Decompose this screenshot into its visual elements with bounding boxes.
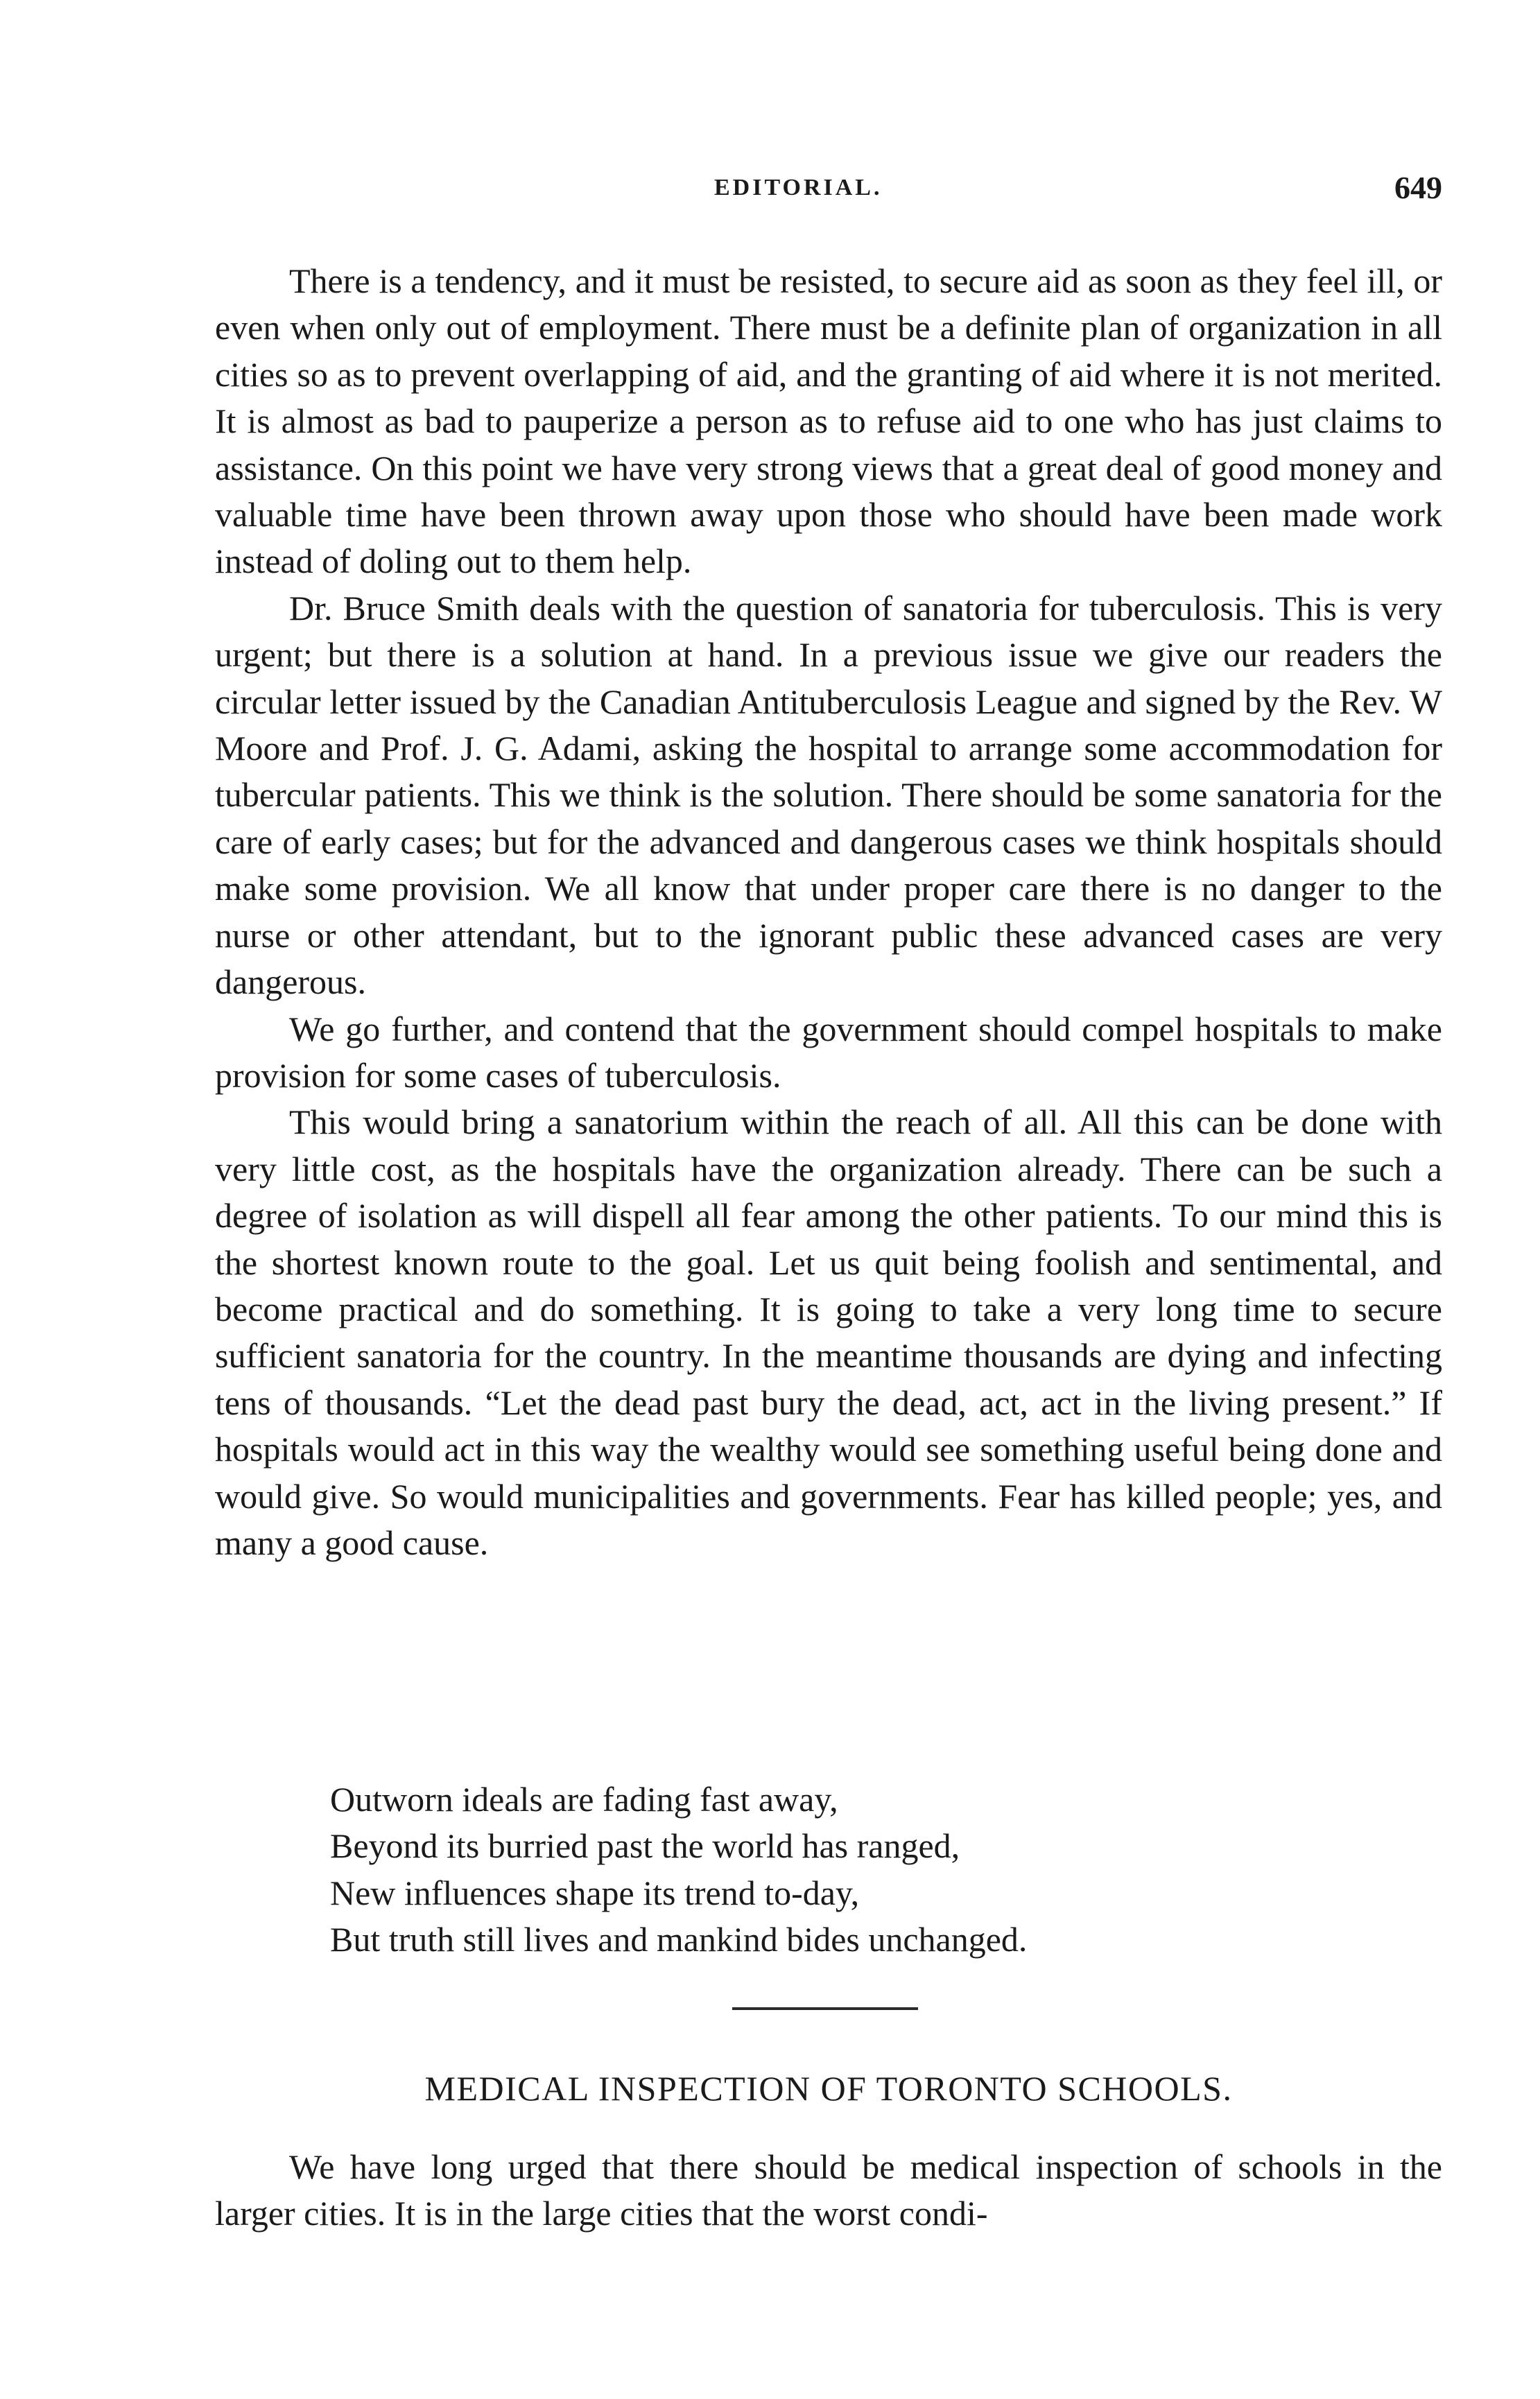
paragraph-sanatoria: Dr. Bruce Smith deals with the question of sanatoria for tuberculosis. This is very urgent; but there is a solution at hand. In a previous issue we give our readers the circular letter issued by the Canadian Antituberculosis League and signed by the Rev. W Moore and Prof. J. G. Adami, asking the hospital to arrange some accommodation for tubercular patients. This we think is the solution. There should be some sanatoria for the care of early cases; but for the advanced and dangerous cases we think hospitals should make some provision. We all know that under proper care there is no danger to the nurse or other attendant, but to the ignorant public these advanced cases are very dangerous. xyxy=(215,588,1442,1002)
paragraph-government: We go further, and contend that the government should compel hospitals to make provision for some cases of tuberculosis. xyxy=(215,1009,1442,1095)
paragraph-aid: There is a tendency, and it must be resisted, to secure aid as soon as they feel ill, or even when only out of employment. There must be a definite plan of organization in all cities so as to prevent overlapping of aid, and the granting of aid where it is not merited. It is almost as bad to pauperize a person as to refuse aid to one who has just claims to assistance. On this point we have very strong views that a great deal of good money and valuable time have been thrown away upon those who should have been made work instead of doling out to them help. xyxy=(215,261,1442,581)
verse-line: Outworn ideals are fading fast away, xyxy=(330,1780,838,1819)
verse-line: New influences shape its trend to-day, xyxy=(330,1873,860,1912)
page-number: 649 xyxy=(1394,170,1442,205)
running-head: EDITORIAL. xyxy=(714,175,883,200)
editorial-body xyxy=(215,258,1442,1566)
paragraph-sanatorium-reach: This would bring a sanatorium within the reach of all. All this can be done with very little cost, as the hospitals have the organization already. There can be such a degree of isolation as will dispell all fear among the other patients. To our mind this is the shortest known route to the goal. Let us quit being foolish and sentimental, and become practical and do something. It is going to take a very long time to secure sufficient sanatoria for the country. In the meantime thousands are dying and infecting tens of thousands. “Let the dead past bury the dead, act, act in the living present.” If hospitals would act in this way the wealthy would see something useful being done and would give. So would municipalities and governments. Fear has killed people; yes, and many a good cause. xyxy=(215,1102,1442,1562)
section-body xyxy=(215,2144,1442,2237)
page-header xyxy=(215,170,1442,216)
paragraph-inspection-opening: We have long urged that there should be medical inspection of schools in the larger cities. It is in the large cities that the worst condi- xyxy=(215,2147,1442,2233)
verse-line: But truth still lives and mankind bides unchanged. xyxy=(330,1920,1028,1959)
verse-line: Beyond its burried past the world has ranged, xyxy=(330,1826,960,1866)
section-heading: MEDICAL INSPECTION OF TORONTO SCHOOLS. xyxy=(424,2069,1233,2108)
verse-stanza xyxy=(330,1776,1027,1964)
section-divider xyxy=(732,2007,918,2010)
